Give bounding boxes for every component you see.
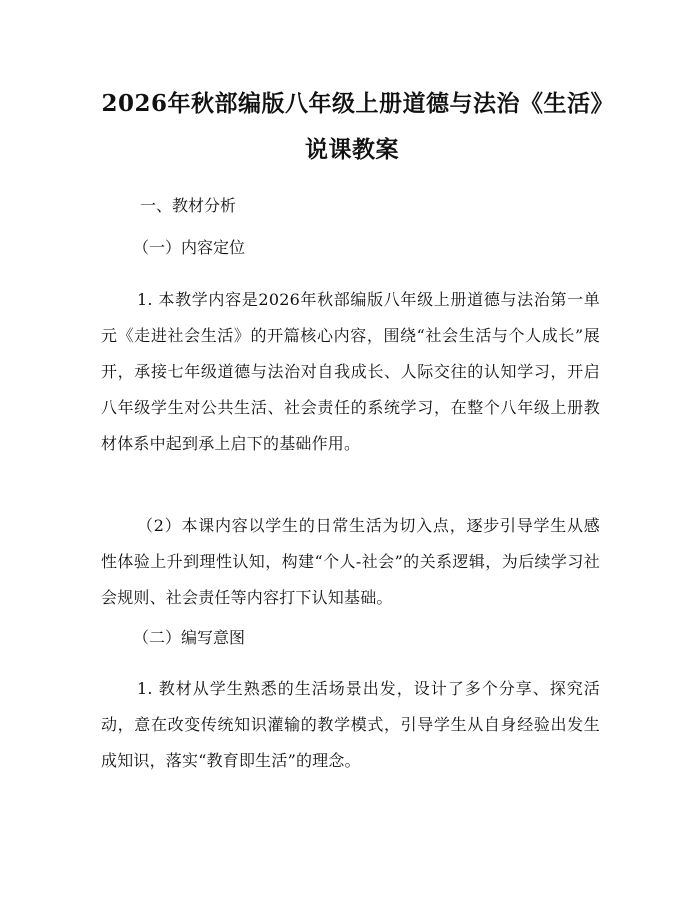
paragraph-writing-intent-1: 1. 教材从学生熟悉的生活场景出发，设计了多个分享、探究活动，意在改变传统知识灌输的教学模式，引导学生从自身经验出发生成知识，落实“教育即生活”的理念。 (101, 679, 600, 770)
paragraph-content-positioning-2: （2）本课内容以学生的日常生活为切入点，逐步引导学生从感性体验上升到理性认知，构建“个人-社会”的关系逻辑，为后续学习社会规则、社会责任等内容打下认知基础。 (101, 516, 600, 607)
section-heading-writing-intent: （二）编写意图 (133, 628, 246, 647)
document-title: 2026年秋部编版八年级上册道德与法治《生活》说课教案 (101, 90, 603, 163)
paragraph-content-positioning-1: 1. 本教学内容是2026年秋部编版八年级上册道德与法治第一单元《走进社会生活》的开篇核心内容，围绕“社会生活与个人成长”展开，承接七年级道德与法治对自我成长、人际交往的认知学习，开启八年级学生对公共生活、社会责任的系统学习，在整个八年级上册教材体系中起到承上启下的基础作用。 (101, 290, 600, 453)
section-heading-teaching-material-analysis: 一、教材分析 (140, 196, 237, 215)
section-heading-content-positioning: （一）内容定位 (133, 238, 246, 257)
